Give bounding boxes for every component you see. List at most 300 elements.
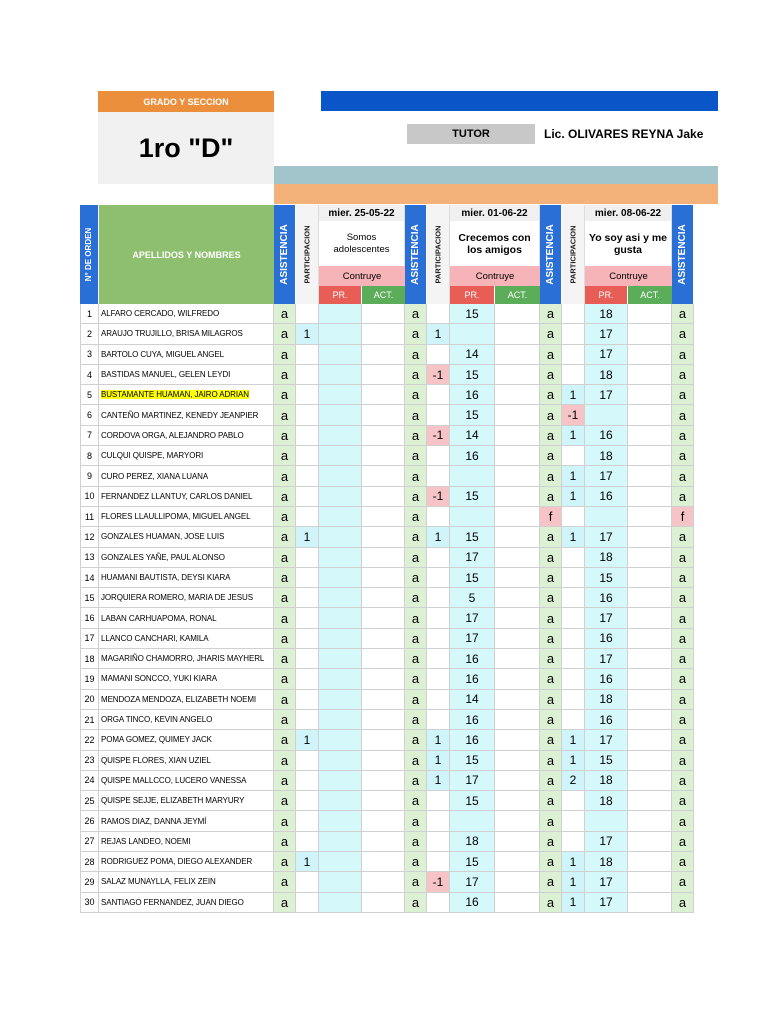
student-name-cell[interactable]: ALFARO CERCADO, WILFREDO (99, 304, 274, 324)
act-grade-cell[interactable] (362, 649, 405, 669)
act-grade-cell[interactable] (495, 893, 540, 913)
pr-grade-cell[interactable]: 16 (450, 710, 495, 730)
act-grade-cell[interactable] (362, 507, 405, 527)
pr-grade-cell[interactable] (319, 385, 362, 405)
student-name-cell[interactable]: CURO PEREZ, XIANA LUANA (99, 466, 274, 486)
participacion-cell[interactable] (296, 405, 319, 425)
pr-grade-cell[interactable] (450, 507, 495, 527)
act-grade-cell[interactable] (362, 771, 405, 791)
pr-grade-cell[interactable] (585, 507, 628, 527)
asistencia-cell[interactable]: a (405, 771, 427, 791)
asistencia-cell[interactable]: a (274, 507, 296, 527)
participacion-cell[interactable] (296, 710, 319, 730)
act-grade-cell[interactable] (628, 608, 672, 628)
asistencia-cell[interactable]: a (540, 690, 562, 710)
order-number-cell[interactable]: 11 (80, 507, 99, 527)
pr-grade-cell[interactable]: 16 (585, 487, 628, 507)
order-number-cell[interactable]: 9 (80, 466, 99, 486)
asistencia-cell[interactable]: a (672, 568, 694, 588)
order-number-cell[interactable]: 12 (80, 527, 99, 547)
asistencia-cell[interactable]: a (274, 466, 296, 486)
student-name-cell[interactable]: SANTIAGO FERNANDEZ, JUAN DIEGO (99, 893, 274, 913)
asistencia-cell[interactable]: f (672, 507, 694, 527)
participacion-cell[interactable] (296, 548, 319, 568)
pr-grade-cell[interactable]: 15 (450, 405, 495, 425)
participacion-cell[interactable] (427, 507, 450, 527)
pr-grade-cell[interactable]: 17 (585, 527, 628, 547)
pr-grade-cell[interactable]: 15 (450, 791, 495, 811)
pr-grade-cell[interactable]: 15 (450, 527, 495, 547)
act-grade-cell[interactable] (495, 385, 540, 405)
asistencia-cell[interactable]: a (405, 304, 427, 324)
pr-grade-cell[interactable]: 17 (450, 608, 495, 628)
act-grade-cell[interactable] (495, 690, 540, 710)
participacion-cell[interactable]: 1 (296, 730, 319, 750)
student-name-cell[interactable]: POMA GOMEZ, QUIMEY JACK (99, 730, 274, 750)
asistencia-cell[interactable]: a (405, 466, 427, 486)
pr-grade-cell[interactable] (450, 324, 495, 344)
asistencia-cell[interactable]: a (540, 649, 562, 669)
asistencia-cell[interactable]: a (672, 751, 694, 771)
pr-grade-cell[interactable]: 16 (450, 446, 495, 466)
act-grade-cell[interactable] (628, 832, 672, 852)
act-grade-cell[interactable] (495, 405, 540, 425)
act-grade-cell[interactable] (628, 669, 672, 689)
pr-grade-cell[interactable] (319, 588, 362, 608)
act-grade-cell[interactable] (362, 811, 405, 831)
pr-grade-cell[interactable] (319, 365, 362, 385)
act-grade-cell[interactable] (495, 466, 540, 486)
order-number-cell[interactable]: 15 (80, 588, 99, 608)
act-grade-cell[interactable] (495, 507, 540, 527)
asistencia-cell[interactable]: a (274, 649, 296, 669)
pr-grade-cell[interactable] (450, 466, 495, 486)
act-grade-cell[interactable] (495, 324, 540, 344)
asistencia-cell[interactable]: a (672, 405, 694, 425)
act-grade-cell[interactable] (362, 426, 405, 446)
act-grade-cell[interactable] (628, 568, 672, 588)
act-grade-cell[interactable] (495, 548, 540, 568)
asistencia-cell[interactable]: a (540, 385, 562, 405)
participacion-cell[interactable] (296, 893, 319, 913)
asistencia-cell[interactable]: a (540, 324, 562, 344)
act-grade-cell[interactable] (495, 426, 540, 446)
pr-grade-cell[interactable]: 16 (585, 629, 628, 649)
participacion-cell[interactable]: 1 (427, 771, 450, 791)
participacion-cell[interactable]: 1 (562, 487, 585, 507)
participacion-cell[interactable] (562, 811, 585, 831)
participacion-cell[interactable] (296, 811, 319, 831)
pr-grade-cell[interactable] (319, 771, 362, 791)
participacion-cell[interactable] (427, 466, 450, 486)
pr-grade-cell[interactable] (319, 548, 362, 568)
participacion-cell[interactable] (562, 649, 585, 669)
student-name-cell[interactable]: FERNANDEZ LLANTUY, CARLOS DANIEL (99, 487, 274, 507)
asistencia-cell[interactable]: a (672, 426, 694, 446)
participacion-cell[interactable] (427, 385, 450, 405)
asistencia-cell[interactable]: a (274, 527, 296, 547)
asistencia-cell[interactable]: a (405, 588, 427, 608)
asistencia-cell[interactable]: a (405, 669, 427, 689)
asistencia-cell[interactable]: a (672, 710, 694, 730)
participacion-cell[interactable] (427, 893, 450, 913)
act-grade-cell[interactable] (495, 852, 540, 872)
act-grade-cell[interactable] (495, 487, 540, 507)
participacion-cell[interactable] (562, 629, 585, 649)
asistencia-cell[interactable]: a (274, 629, 296, 649)
participacion-cell[interactable]: -1 (427, 426, 450, 446)
pr-grade-cell[interactable]: 17 (450, 771, 495, 791)
pr-grade-cell[interactable] (319, 669, 362, 689)
act-grade-cell[interactable] (495, 710, 540, 730)
participacion-cell[interactable] (562, 690, 585, 710)
pr-grade-cell[interactable]: 17 (585, 466, 628, 486)
asistencia-cell[interactable]: a (672, 811, 694, 831)
pr-grade-cell[interactable]: 17 (585, 730, 628, 750)
participacion-cell[interactable] (562, 710, 585, 730)
act-grade-cell[interactable] (362, 385, 405, 405)
act-grade-cell[interactable] (628, 385, 672, 405)
asistencia-cell[interactable]: a (672, 446, 694, 466)
asistencia-cell[interactable]: a (540, 588, 562, 608)
act-grade-cell[interactable] (362, 487, 405, 507)
pr-grade-cell[interactable]: 17 (585, 345, 628, 365)
pr-grade-cell[interactable] (319, 507, 362, 527)
participacion-cell[interactable]: -1 (427, 487, 450, 507)
act-grade-cell[interactable] (628, 446, 672, 466)
student-name-cell[interactable]: CORDOVA ORGA, ALEJANDRO PABLO (99, 426, 274, 446)
asistencia-cell[interactable]: a (405, 385, 427, 405)
participacion-cell[interactable] (296, 426, 319, 446)
participacion-cell[interactable] (427, 629, 450, 649)
act-grade-cell[interactable] (362, 893, 405, 913)
asistencia-cell[interactable]: a (274, 608, 296, 628)
asistencia-cell[interactable]: a (274, 446, 296, 466)
asistencia-cell[interactable]: a (672, 588, 694, 608)
pr-grade-cell[interactable]: 18 (585, 446, 628, 466)
pr-grade-cell[interactable] (319, 872, 362, 892)
pr-grade-cell[interactable] (319, 608, 362, 628)
asistencia-cell[interactable]: a (405, 548, 427, 568)
participacion-cell[interactable] (296, 690, 319, 710)
participacion-cell[interactable] (296, 588, 319, 608)
order-number-cell[interactable]: 16 (80, 608, 99, 628)
pr-grade-cell[interactable]: 17 (585, 608, 628, 628)
pr-grade-cell[interactable]: 17 (585, 385, 628, 405)
order-number-cell[interactable]: 24 (80, 771, 99, 791)
pr-grade-cell[interactable] (319, 730, 362, 750)
participacion-cell[interactable]: 1 (427, 527, 450, 547)
act-grade-cell[interactable] (495, 811, 540, 831)
asistencia-cell[interactable]: a (405, 487, 427, 507)
act-grade-cell[interactable] (495, 629, 540, 649)
participacion-cell[interactable] (296, 385, 319, 405)
order-number-cell[interactable]: 3 (80, 345, 99, 365)
participacion-cell[interactable] (427, 710, 450, 730)
pr-grade-cell[interactable]: 17 (450, 872, 495, 892)
asistencia-cell[interactable]: a (540, 426, 562, 446)
participacion-cell[interactable] (562, 365, 585, 385)
act-grade-cell[interactable] (495, 588, 540, 608)
pr-grade-cell[interactable]: 16 (585, 588, 628, 608)
pr-grade-cell[interactable]: 15 (450, 304, 495, 324)
asistencia-cell[interactable]: a (540, 568, 562, 588)
order-number-cell[interactable]: 8 (80, 446, 99, 466)
order-number-cell[interactable]: 4 (80, 365, 99, 385)
pr-grade-cell[interactable]: 15 (450, 568, 495, 588)
act-grade-cell[interactable] (628, 852, 672, 872)
pr-grade-cell[interactable]: 16 (585, 669, 628, 689)
asistencia-cell[interactable]: a (405, 446, 427, 466)
pr-grade-cell[interactable] (585, 811, 628, 831)
participacion-cell[interactable]: -1 (427, 872, 450, 892)
asistencia-cell[interactable]: a (274, 730, 296, 750)
asistencia-cell[interactable]: a (540, 791, 562, 811)
asistencia-cell[interactable]: a (540, 548, 562, 568)
order-number-cell[interactable]: 14 (80, 568, 99, 588)
asistencia-cell[interactable]: a (405, 872, 427, 892)
act-grade-cell[interactable] (495, 771, 540, 791)
participacion-cell[interactable] (562, 568, 585, 588)
act-grade-cell[interactable] (362, 345, 405, 365)
participacion-cell[interactable]: 1 (296, 324, 319, 344)
act-grade-cell[interactable] (495, 832, 540, 852)
act-grade-cell[interactable] (628, 466, 672, 486)
student-name-cell[interactable]: RODRIGUEZ POMA, DIEGO ALEXANDER (99, 852, 274, 872)
asistencia-cell[interactable]: a (672, 324, 694, 344)
participacion-cell[interactable] (296, 608, 319, 628)
asistencia-cell[interactable]: a (274, 588, 296, 608)
act-grade-cell[interactable] (362, 405, 405, 425)
asistencia-cell[interactable]: a (405, 852, 427, 872)
student-name-cell[interactable]: GONZALES YAÑE, PAUL ALONSO (99, 548, 274, 568)
participacion-cell[interactable]: 1 (296, 527, 319, 547)
pr-grade-cell[interactable]: 17 (585, 324, 628, 344)
asistencia-cell[interactable]: a (274, 385, 296, 405)
act-grade-cell[interactable] (362, 527, 405, 547)
pr-grade-cell[interactable] (319, 852, 362, 872)
act-grade-cell[interactable] (628, 304, 672, 324)
pr-grade-cell[interactable]: 18 (585, 852, 628, 872)
pr-grade-cell[interactable]: 15 (450, 365, 495, 385)
participacion-cell[interactable] (427, 669, 450, 689)
participacion-cell[interactable] (562, 345, 585, 365)
act-grade-cell[interactable] (628, 751, 672, 771)
asistencia-cell[interactable]: a (405, 527, 427, 547)
act-grade-cell[interactable] (628, 690, 672, 710)
pr-grade-cell[interactable]: 14 (450, 426, 495, 446)
pr-grade-cell[interactable] (319, 629, 362, 649)
participacion-cell[interactable] (296, 507, 319, 527)
asistencia-cell[interactable]: a (672, 365, 694, 385)
participacion-cell[interactable] (427, 690, 450, 710)
asistencia-cell[interactable]: a (672, 690, 694, 710)
asistencia-cell[interactable]: a (540, 852, 562, 872)
participacion-cell[interactable] (427, 811, 450, 831)
participacion-cell[interactable] (296, 832, 319, 852)
act-grade-cell[interactable] (362, 629, 405, 649)
asistencia-cell[interactable]: a (274, 405, 296, 425)
student-name-cell[interactable]: BARTOLO CUYA, MIGUEL ANGEL (99, 345, 274, 365)
student-name-cell[interactable]: SALAZ MUNAYLLA, FELIX ZEIN (99, 872, 274, 892)
asistencia-cell[interactable]: a (405, 426, 427, 446)
act-grade-cell[interactable] (628, 710, 672, 730)
asistencia-cell[interactable]: a (274, 811, 296, 831)
pr-grade-cell[interactable] (319, 751, 362, 771)
act-grade-cell[interactable] (628, 588, 672, 608)
order-number-cell[interactable]: 22 (80, 730, 99, 750)
act-grade-cell[interactable] (495, 527, 540, 547)
asistencia-cell[interactable]: a (540, 811, 562, 831)
act-grade-cell[interactable] (628, 345, 672, 365)
pr-grade-cell[interactable]: 16 (585, 710, 628, 730)
asistencia-cell[interactable]: a (540, 608, 562, 628)
act-grade-cell[interactable] (628, 629, 672, 649)
asistencia-cell[interactable]: a (405, 568, 427, 588)
pr-grade-cell[interactable]: 18 (450, 832, 495, 852)
asistencia-cell[interactable]: a (540, 629, 562, 649)
asistencia-cell[interactable]: a (672, 304, 694, 324)
pr-grade-cell[interactable] (319, 487, 362, 507)
pr-grade-cell[interactable] (319, 345, 362, 365)
pr-grade-cell[interactable] (319, 568, 362, 588)
participacion-cell[interactable] (562, 324, 585, 344)
asistencia-cell[interactable]: a (540, 365, 562, 385)
asistencia-cell[interactable]: a (274, 568, 296, 588)
asistencia-cell[interactable]: a (405, 629, 427, 649)
asistencia-cell[interactable]: a (274, 365, 296, 385)
participacion-cell[interactable]: 1 (562, 872, 585, 892)
order-number-cell[interactable]: 26 (80, 811, 99, 831)
participacion-cell[interactable] (562, 832, 585, 852)
act-grade-cell[interactable] (628, 811, 672, 831)
asistencia-cell[interactable]: a (274, 771, 296, 791)
participacion-cell[interactable]: -1 (562, 405, 585, 425)
act-grade-cell[interactable] (362, 304, 405, 324)
order-number-cell[interactable]: 17 (80, 629, 99, 649)
asistencia-cell[interactable]: a (540, 872, 562, 892)
asistencia-cell[interactable]: a (274, 872, 296, 892)
act-grade-cell[interactable] (362, 730, 405, 750)
order-number-cell[interactable]: 28 (80, 852, 99, 872)
act-grade-cell[interactable] (495, 345, 540, 365)
student-name-cell[interactable]: LLANCO CANCHARI, KAMILA (99, 629, 274, 649)
asistencia-cell[interactable]: a (274, 710, 296, 730)
act-grade-cell[interactable] (362, 669, 405, 689)
asistencia-cell[interactable]: a (672, 730, 694, 750)
pr-grade-cell[interactable]: 15 (450, 852, 495, 872)
participacion-cell[interactable] (296, 345, 319, 365)
pr-grade-cell[interactable]: 17 (585, 872, 628, 892)
participacion-cell[interactable] (427, 568, 450, 588)
asistencia-cell[interactable]: a (540, 527, 562, 547)
participacion-cell[interactable] (562, 446, 585, 466)
asistencia-cell[interactable]: a (540, 405, 562, 425)
asistencia-cell[interactable]: a (672, 669, 694, 689)
asistencia-cell[interactable]: a (672, 893, 694, 913)
act-grade-cell[interactable] (628, 791, 672, 811)
participacion-cell[interactable]: 2 (562, 771, 585, 791)
asistencia-cell[interactable]: a (405, 751, 427, 771)
act-grade-cell[interactable] (362, 608, 405, 628)
asistencia-cell[interactable]: a (405, 608, 427, 628)
participacion-cell[interactable] (562, 304, 585, 324)
order-number-cell[interactable]: 25 (80, 791, 99, 811)
asistencia-cell[interactable]: a (672, 385, 694, 405)
asistencia-cell[interactable]: a (274, 893, 296, 913)
asistencia-cell[interactable]: a (672, 629, 694, 649)
pr-grade-cell[interactable] (585, 405, 628, 425)
participacion-cell[interactable] (296, 872, 319, 892)
act-grade-cell[interactable] (628, 324, 672, 344)
order-number-cell[interactable]: 1 (80, 304, 99, 324)
pr-grade-cell[interactable]: 16 (585, 426, 628, 446)
act-grade-cell[interactable] (628, 548, 672, 568)
asistencia-cell[interactable]: a (274, 324, 296, 344)
participacion-cell[interactable] (296, 487, 319, 507)
act-grade-cell[interactable] (495, 791, 540, 811)
pr-grade-cell[interactable] (319, 791, 362, 811)
asistencia-cell[interactable]: a (540, 446, 562, 466)
act-grade-cell[interactable] (362, 324, 405, 344)
pr-grade-cell[interactable] (319, 690, 362, 710)
pr-grade-cell[interactable]: 16 (450, 893, 495, 913)
asistencia-cell[interactable]: a (540, 730, 562, 750)
participacion-cell[interactable] (427, 548, 450, 568)
pr-grade-cell[interactable]: 16 (450, 730, 495, 750)
participacion-cell[interactable] (427, 852, 450, 872)
act-grade-cell[interactable] (362, 872, 405, 892)
participacion-cell[interactable] (427, 791, 450, 811)
participacion-cell[interactable] (296, 751, 319, 771)
pr-grade-cell[interactable] (319, 893, 362, 913)
asistencia-cell[interactable]: a (274, 852, 296, 872)
student-name-cell[interactable]: QUISPE SEJJE, ELIZABETH MARYURY (99, 791, 274, 811)
act-grade-cell[interactable] (628, 405, 672, 425)
participacion-cell[interactable]: 1 (427, 751, 450, 771)
act-grade-cell[interactable] (495, 304, 540, 324)
asistencia-cell[interactable]: a (540, 751, 562, 771)
pr-grade-cell[interactable] (319, 710, 362, 730)
pr-grade-cell[interactable]: 14 (450, 690, 495, 710)
order-number-cell[interactable]: 29 (80, 872, 99, 892)
participacion-cell[interactable] (562, 507, 585, 527)
participacion-cell[interactable]: 1 (562, 730, 585, 750)
pr-grade-cell[interactable] (319, 832, 362, 852)
student-name-cell[interactable]: ORGA TINCO, KEVIN ANGELO (99, 710, 274, 730)
pr-grade-cell[interactable]: 15 (450, 487, 495, 507)
asistencia-cell[interactable]: a (540, 771, 562, 791)
asistencia-cell[interactable]: a (672, 771, 694, 791)
pr-grade-cell[interactable] (319, 426, 362, 446)
act-grade-cell[interactable] (495, 649, 540, 669)
order-number-cell[interactable]: 6 (80, 405, 99, 425)
student-name-cell[interactable]: BASTIDAS MANUEL, GELEN LEYDI (99, 365, 274, 385)
act-grade-cell[interactable] (495, 608, 540, 628)
asistencia-cell[interactable]: a (405, 345, 427, 365)
order-number-cell[interactable]: 7 (80, 426, 99, 446)
asistencia-cell[interactable]: a (672, 791, 694, 811)
pr-grade-cell[interactable] (319, 649, 362, 669)
asistencia-cell[interactable]: a (672, 649, 694, 669)
asistencia-cell[interactable]: a (405, 832, 427, 852)
pr-grade-cell[interactable]: 18 (585, 365, 628, 385)
asistencia-cell[interactable]: a (672, 852, 694, 872)
participacion-cell[interactable] (427, 304, 450, 324)
asistencia-cell[interactable]: a (405, 893, 427, 913)
pr-grade-cell[interactable]: 16 (450, 669, 495, 689)
asistencia-cell[interactable]: a (274, 548, 296, 568)
